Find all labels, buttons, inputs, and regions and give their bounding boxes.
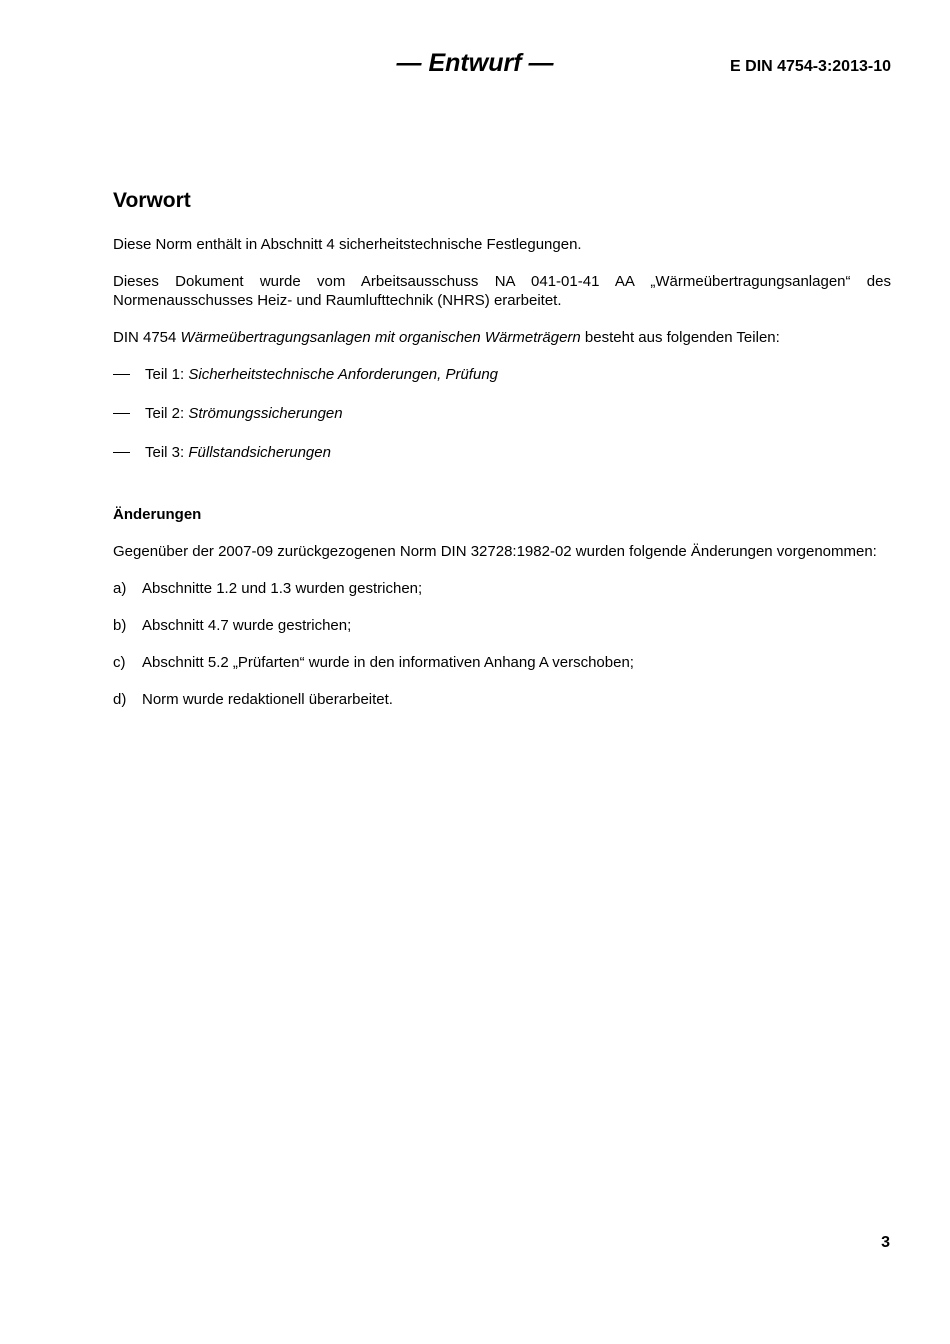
dash-bullet-icon [113,404,145,423]
changes-list [113,579,891,709]
list-item [113,690,891,709]
change-text: Norm wurde redaktionell überarbeitet. [142,691,393,708]
list-marker: d) [113,691,127,708]
foreword-heading: Vorwort [113,189,191,212]
part-entry [145,365,498,384]
list-item [113,616,891,635]
changes-intro: Gegenüber der 2007-09 zurückgezogenen Norm DIN 32728:1982-02 wurden folgende Änderungen vorgenommen: [113,543,877,560]
draft-watermark-title: — Entwurf — [396,49,554,77]
list-item [113,653,891,672]
foreword-paragraph-3 [113,328,891,347]
part-entry [145,443,331,462]
foreword-paragraph-2: Dieses Dokument wurde vom Arbeitsausschuss NA 041-01-41 AA „Wärmeübertragungsanlagen“ des Normenausschusses Heiz- und Raumlufttechnik (NHRS) erarbeitet. [113,273,891,309]
list-item [113,579,891,598]
part-label: Teil 3: [145,444,189,461]
change-text: Abschnitt 4.7 wurde gestrichen; [142,617,352,634]
page-number: 3 [881,1234,890,1251]
foreword-paragraph-1: Diese Norm enthält in Abschnitt 4 sicherheitstechnische Festlegungen. [113,236,582,253]
list-item [113,443,891,462]
list-marker: c) [113,654,126,671]
standard-reference: DIN 4754 [113,329,181,346]
part-title: Sicherheitstechnische Anforderungen, Prüfung [188,366,498,383]
part-entry [145,404,343,423]
changes-heading: Änderungen [113,506,202,523]
change-text: Abschnitte 1.2 und 1.3 wurden gestrichen; [142,580,423,597]
change-text: Abschnitt 5.2 „Prüfarten“ wurde in den informativen Anhang A verschoben; [142,654,634,671]
dash-bullet-icon [113,365,145,384]
part-label: Teil 1: [145,366,189,383]
parts-intro-suffix: besteht aus folgenden Teilen: [580,329,780,346]
document-id: E DIN 4754-3:2013-10 [730,58,891,75]
list-marker: b) [113,617,127,634]
part-title: Füllstandsicherungen [188,444,331,461]
parts-list [113,365,891,462]
part-title: Strömungssicherungen [188,405,343,422]
dash-bullet-icon [113,443,145,462]
page-content [113,187,891,727]
list-marker: a) [113,580,127,597]
list-item [113,404,891,423]
list-item [113,365,891,384]
standard-title: Wärmeübertragungsanlagen mit organischen Wärmeträgern [180,329,581,346]
part-label: Teil 2: [145,405,189,422]
